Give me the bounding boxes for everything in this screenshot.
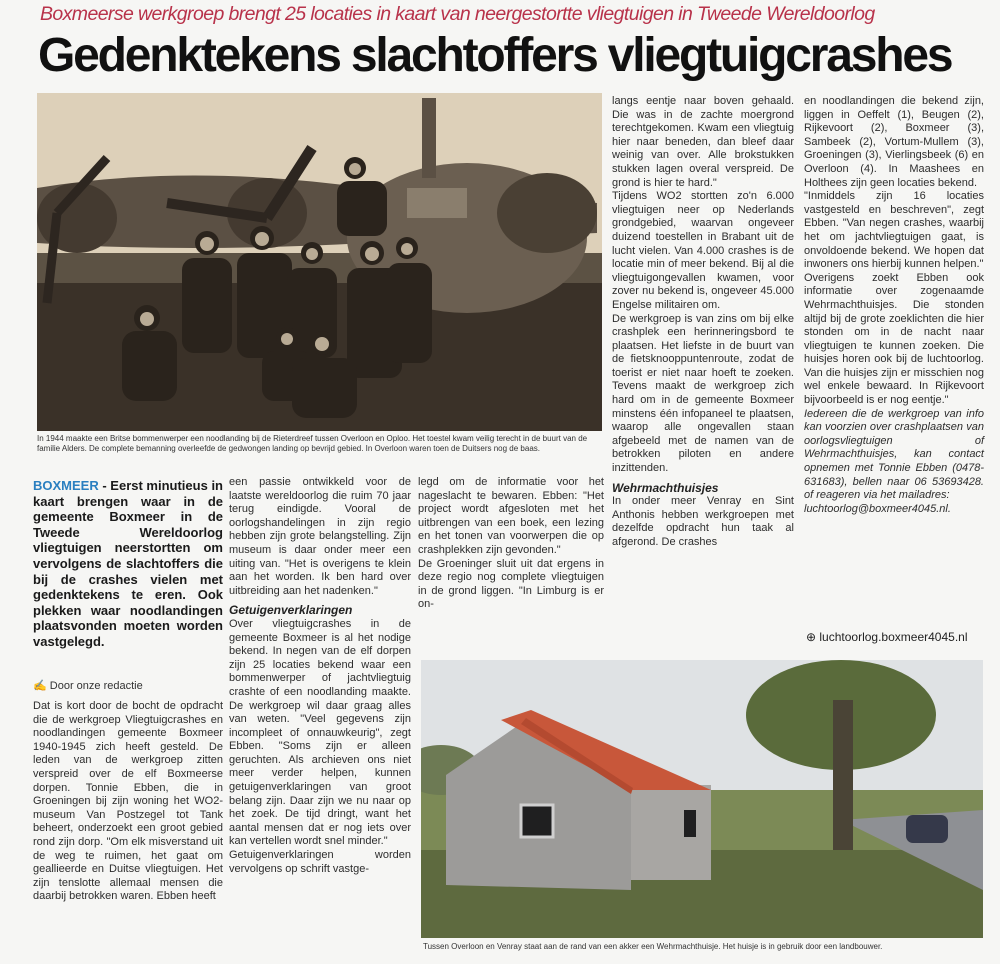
- col3-p1: legd om de informatie voor het nageslacht te bewaren. Ebben: "Het project wordt afgesloten met het uitbrengen van een boek, een lezing en het tonen van voorwerpen die op crashplekken zijn gevonden.": [418, 476, 604, 556]
- column-3: [418, 476, 604, 612]
- byline-text: Door onze redactie: [49, 680, 143, 692]
- col5-p1: en noodlandingen die bekend zijn, liggen in Oeffelt (1), Beugen (2), Rijkevoort (2), Boxmeer (3), Sambeek (2), Vortum-Mullem (3), Groeningen (3), Vierlingsbeek (6) en Overloon (4). In Maashees en Holthees zijn geen locaties bekend.: [804, 95, 984, 189]
- wehrmachthuisje-illustration: [421, 660, 983, 938]
- col2-p1: een passie ontwikkeld voor de laatste wereldoorlog die ruim 70 jaar terug eindigde. Vooral de oorlogshandelingen in zijn regio hebben zijn grote belangstelling. Zijn museum is daar onder meer een uiting van. "Het is overigens te klein aan het worden. Ik ben hard over uitbreiding aan het nadenken.": [229, 476, 411, 597]
- column-5: [804, 95, 984, 516]
- photo2-caption: Tussen Overloon en Venray staat aan de rand van een akker een Wehrmachthuisje. Het huisje is in gebruik door een landbouwer.: [423, 942, 883, 951]
- globe-icon: ⊕: [806, 630, 820, 644]
- col5-p3: Overigens zoekt Ebben ook informatie over zogenaamde Wehrmachthuisjes. Die stonden altijd bij de grote zoeklichten die hier stonden om in de nacht naar vliegtuigen te kunnen zoeken. Die huisjes horen ook bij de luchtoorlog. Van die huisjes zijn er misschien nog wel enkele bewaard. In Rijkevoort bijvoorbeeld is er nog eentje.": [804, 271, 984, 407]
- col2-p2: Over vliegtuigcrashes in de gemeente Boxmeer is al het nodige bekend. In negen van de elf dorpen zijn 25 locaties bekend waar een bommenwerper of jachtvliegtuig crashte of een noodlanding maakte. De werkgroep wil daar graag alles van weten. "Veel gegevens zijn incompleet of onnauwkeurig", zegt Ebben. "Soms zijn er alleen geruchten. Als archieven ons niet meer verder helpen, kunnen getuigenverklaringen van groot belang zijn. Daar zijn we nu naar op het zoek. De tijd dringt, want het aantal mensen dat er nog iets over kan vertellen wordt snel minder.": [229, 617, 411, 848]
- subheading-wehrmachthuisjes: Wehrmachthuisjes: [612, 480, 719, 495]
- col5-p2: "Inmiddels zijn 16 locaties vastgesteld en beschreven", zegt Ebben. "Van negen crashes, waarbij het om jachtvliegtuigen gaat, is onvoldoende bekend. We hopen dat inwoners ons hierbij kunnen helpen.": [804, 190, 984, 271]
- col4-p4: In onder meer Venray en Sint Anthonis hebben werkgroepen met dezelfde opdracht hun taak al afgerond. De crashes: [612, 495, 794, 548]
- byline: [33, 680, 143, 693]
- col1-body: Dat is kort door de bocht de opdracht die de werkgroep Vliegtuigcrashes en noodlandingen gemeente Boxmeer 1940-1945 zich heeft gesteld. De leden van de werkgroep zitten verspreid over de elf Boxmeerse dorpen. Tonnie Ebben, die in Groeningen bij zijn woning het WO2-museum Van Postzegel tot Tank beheert, onderzoekt een groot gebied rond zijn dorp. "Om elk misverstand uit de weg te ruimen, het gaat om geallieerde en Duitse vliegtuigen. Het zijn tenslotte allemaal mensen die daarbij betrokken waren. Ebben heeft: [33, 700, 223, 903]
- contact-email: luchtoorlog@boxmeer4045.nl.: [804, 502, 951, 515]
- col4-p1: langs eentje naar boven gehaald. Die was in de zachte moergrond terechtgekomen. Kwam een vliegtuig hier naar beneden, dan bleef daar weinig van over. Alle brokstukken stukken lagen overal verspreid. De grond is hier te hard.": [612, 95, 794, 189]
- col4-p3: De werkgroep is van zins om bij elke crashplek een herinneringsbord te plaatsen. Het liefste in de buurt van de fietsknooppuntenroute, zodat de toerist er niet naar hoeft te zoeken. Tevens maakt de werkgroep zich hard om in de gemeente Boxmeer minstens één infopaneel te plaatsen, waarop alle ongevallen staan afgebeeld met de namen van de betrokken piloten en andere inzittenden.: [612, 312, 794, 475]
- column-2: [229, 476, 411, 876]
- bomber-crew-illustration: [37, 93, 602, 431]
- dateline-place: BOXMEER: [33, 478, 99, 493]
- pen-icon: ✍: [33, 680, 50, 692]
- kicker: Boxmeerse werkgroep brengt 25 locaties in kaart van neergestortte vliegtuigen in Tweede Wereldoorlog: [40, 3, 875, 25]
- col5-p4: Iedereen die de werkgroep van info kan voorzien over crashplaatsen van oorlogsvliegtuigen of Wehrmachthuisjes, kan contact opnemen met Tonnie Ebben (0478-631683), bellen naar 06 53693428. of reageren via het mailadres:: [804, 407, 984, 502]
- lead-text: - Eerst minutieus in kaart brengen waar in de gemeente Boxmeer in de Tweede Wereldoorlog vliegtuigen neerstortten om vervolgens de slachtoffers die bij de crashes vielen met gedenktekens te eren. Ook plekken waar noodlandingen plaatsvonden moeten worden vastgelegd.: [33, 478, 223, 649]
- col3-p2: De Groeninger sluit uit dat ergens in deze regio nog complete vliegtuigen in de grond liggen. "In Limburg is er on-: [418, 557, 604, 611]
- column-4: [612, 95, 794, 550]
- col4-p2: Tijdens WO2 stortten zo'n 6.000 vliegtuigen neer op Nederlands grondgebied, waarvan ongeveer duizend toestellen in Brabant uit de lucht vielen. Van 4.000 crashes is de locatie min of meer bekend. Bij al die vliegtuigongevallen kwamen, voor zover nu bekend is, ongeveer 45.000 Engelse militairen om.: [612, 190, 794, 311]
- website-text: luchtoorlog.boxmeer4045.nl: [819, 630, 968, 644]
- photo1-caption: In 1944 maakte een Britse bommenwerper een noodlanding bij de Rieterdreef tussen Overloon en Oploo. Het toestel kwam veilig terecht in de buurt van de familie Alders. De complete bemanning overleefde de gedwongen landing op bevrijd gebied. In Overloon waren toen de Duitsers nog de baas.: [37, 434, 588, 453]
- col2-p3: Getuigenverklaringen worden vervolgens op schrift vastge-: [229, 849, 411, 875]
- lead-paragraph: [33, 478, 223, 650]
- headline: Gedenktekens slachtoffers vliegtuigcrashes: [38, 29, 952, 82]
- website-link[interactable]: [806, 630, 968, 644]
- subheading-getuigenverklaringen: Getuigenverklaringen: [229, 603, 353, 618]
- column-1: [33, 700, 223, 904]
- photo-wehrmachthuisje: [421, 660, 983, 938]
- photo-bomber-crew: [37, 93, 602, 431]
